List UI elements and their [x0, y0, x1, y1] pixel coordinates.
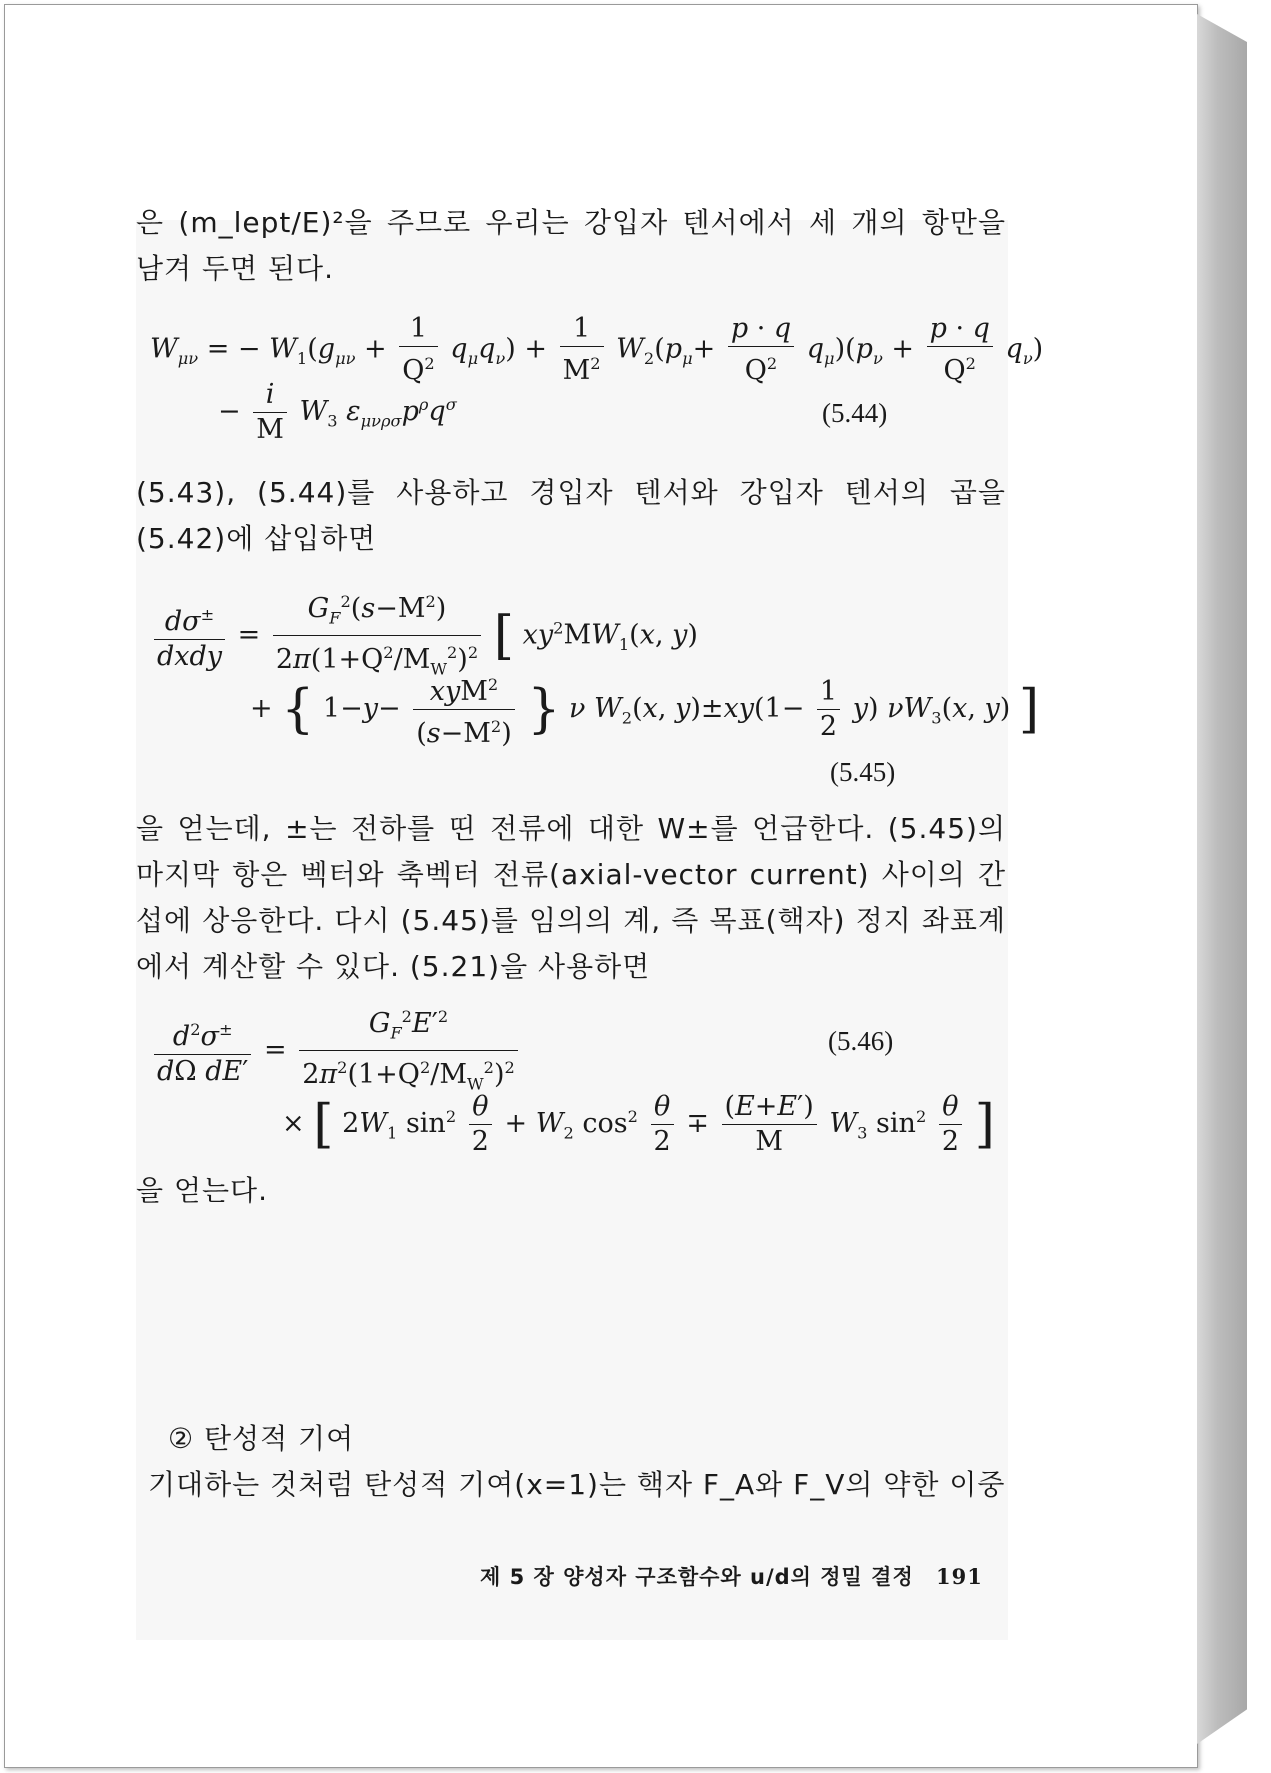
equation-number-5-45: (5.45)	[830, 757, 896, 787]
equation-number-5-46: (5.46)	[828, 1026, 894, 1056]
section-heading: ② 탄성적 기여	[168, 1422, 355, 1455]
page-number: 191	[936, 1564, 983, 1589]
paragraph-1	[136, 200, 1006, 292]
paragraph-5-text: 기대하는 것처럼 탄성적 기여(x=1)는 핵자 F_A와 F_V의 약한 이중	[148, 1468, 1006, 1501]
equation-5-44-line-1: $W_{\mu\nu}$ = − $W_1(g_{\mu\nu}$ + $\frac{1}{Q^2}$ $q_\mu q_\nu$) + $\frac{1}{M^2}$ $W_2(p_\mu+$ $\frac{p \cdot q}{Q^2}$ $q_\mu)(p_\nu$ + $\frac{p \cdot q}{Q^2}$ $q_\nu$)	[150, 313, 1044, 386]
equation-5-45-line-2: + { 1−y− $\frac{xyM^2}{(s-M^2)}$ } ν $W_2(x$, y)±xy(1− $\frac{1}{2}$ y) $\nu W_3(x$, y) ]	[250, 668, 1039, 751]
paragraph-2-text: (5.43), (5.44)를 사용하고 경입자 텐서와 강입자 텐서의 곱을 (5.42)에 삽입하면	[136, 476, 1006, 555]
equation-number-5-44: (5.44)	[822, 398, 888, 428]
equation-5-45-line-1: $\frac{d\sigma^\pm}{\text{dxdy}}$ = $\frac{G_F^2(s-M^2)}{2\pi(1+Q^2/M_W^2)^2}$ [ $xy^2MW_1(x$, y)	[150, 585, 698, 687]
paragraph-4-text: 을 얻는다.	[136, 1174, 268, 1207]
paragraph-5	[148, 1462, 1006, 1508]
equation-5-46-line-2: × [ $2W_1$ $\sin^2$ $\frac{\theta}{2}$ + $W_2$ $\cos^2$ $\frac{\theta}{2}$ ∓ $\frac{(E+E')}{M}$ $W_3$ $\sin^2$ $\frac{\theta}{2}$ ]	[282, 1091, 995, 1157]
page-edge-shadow	[1197, 14, 1247, 1744]
page-footer	[480, 1561, 983, 1591]
chapter-title: 제 5 장 양성자 구조함수와 u/d의 정밀 결정	[480, 1565, 914, 1589]
paragraph-3	[136, 806, 1006, 990]
equation-5-44-line-2: − $\frac{i}{M}$ $W_3$ $\varepsilon_{\mu\nu\rho\sigma}p^\rho q^\sigma$	[218, 379, 457, 445]
equation-5-46-line-1: $\frac{d^2\sigma^\pm}{\text{dΩ dE′}}$ = $\frac{G_F^2E'^2}{2\pi^2(1+Q^2/M_W^2)^2}$	[150, 1000, 522, 1102]
paragraph-3-text: 을 얻는데, ±는 전하를 띤 전류에 대한 W±를 언급한다. (5.45)의 마지막 항은 벡터와 축벡터 전류(axial-vector current) 사이의 간섭에 상응한다. 다시 (5.45)를 임의의 계, 즉 목표(핵자) 정지 좌표계에서 계산할 수 있다. (5.21)을 사용하면	[136, 812, 1006, 983]
paragraph-1-text: 은 (m_lept/E)²을 주므로 우리는 강입자 텐서에서 세 개의 항만을 남겨 두면 된다.	[136, 206, 1006, 285]
paragraph-4	[136, 1168, 1006, 1214]
paragraph-2	[136, 470, 1006, 562]
